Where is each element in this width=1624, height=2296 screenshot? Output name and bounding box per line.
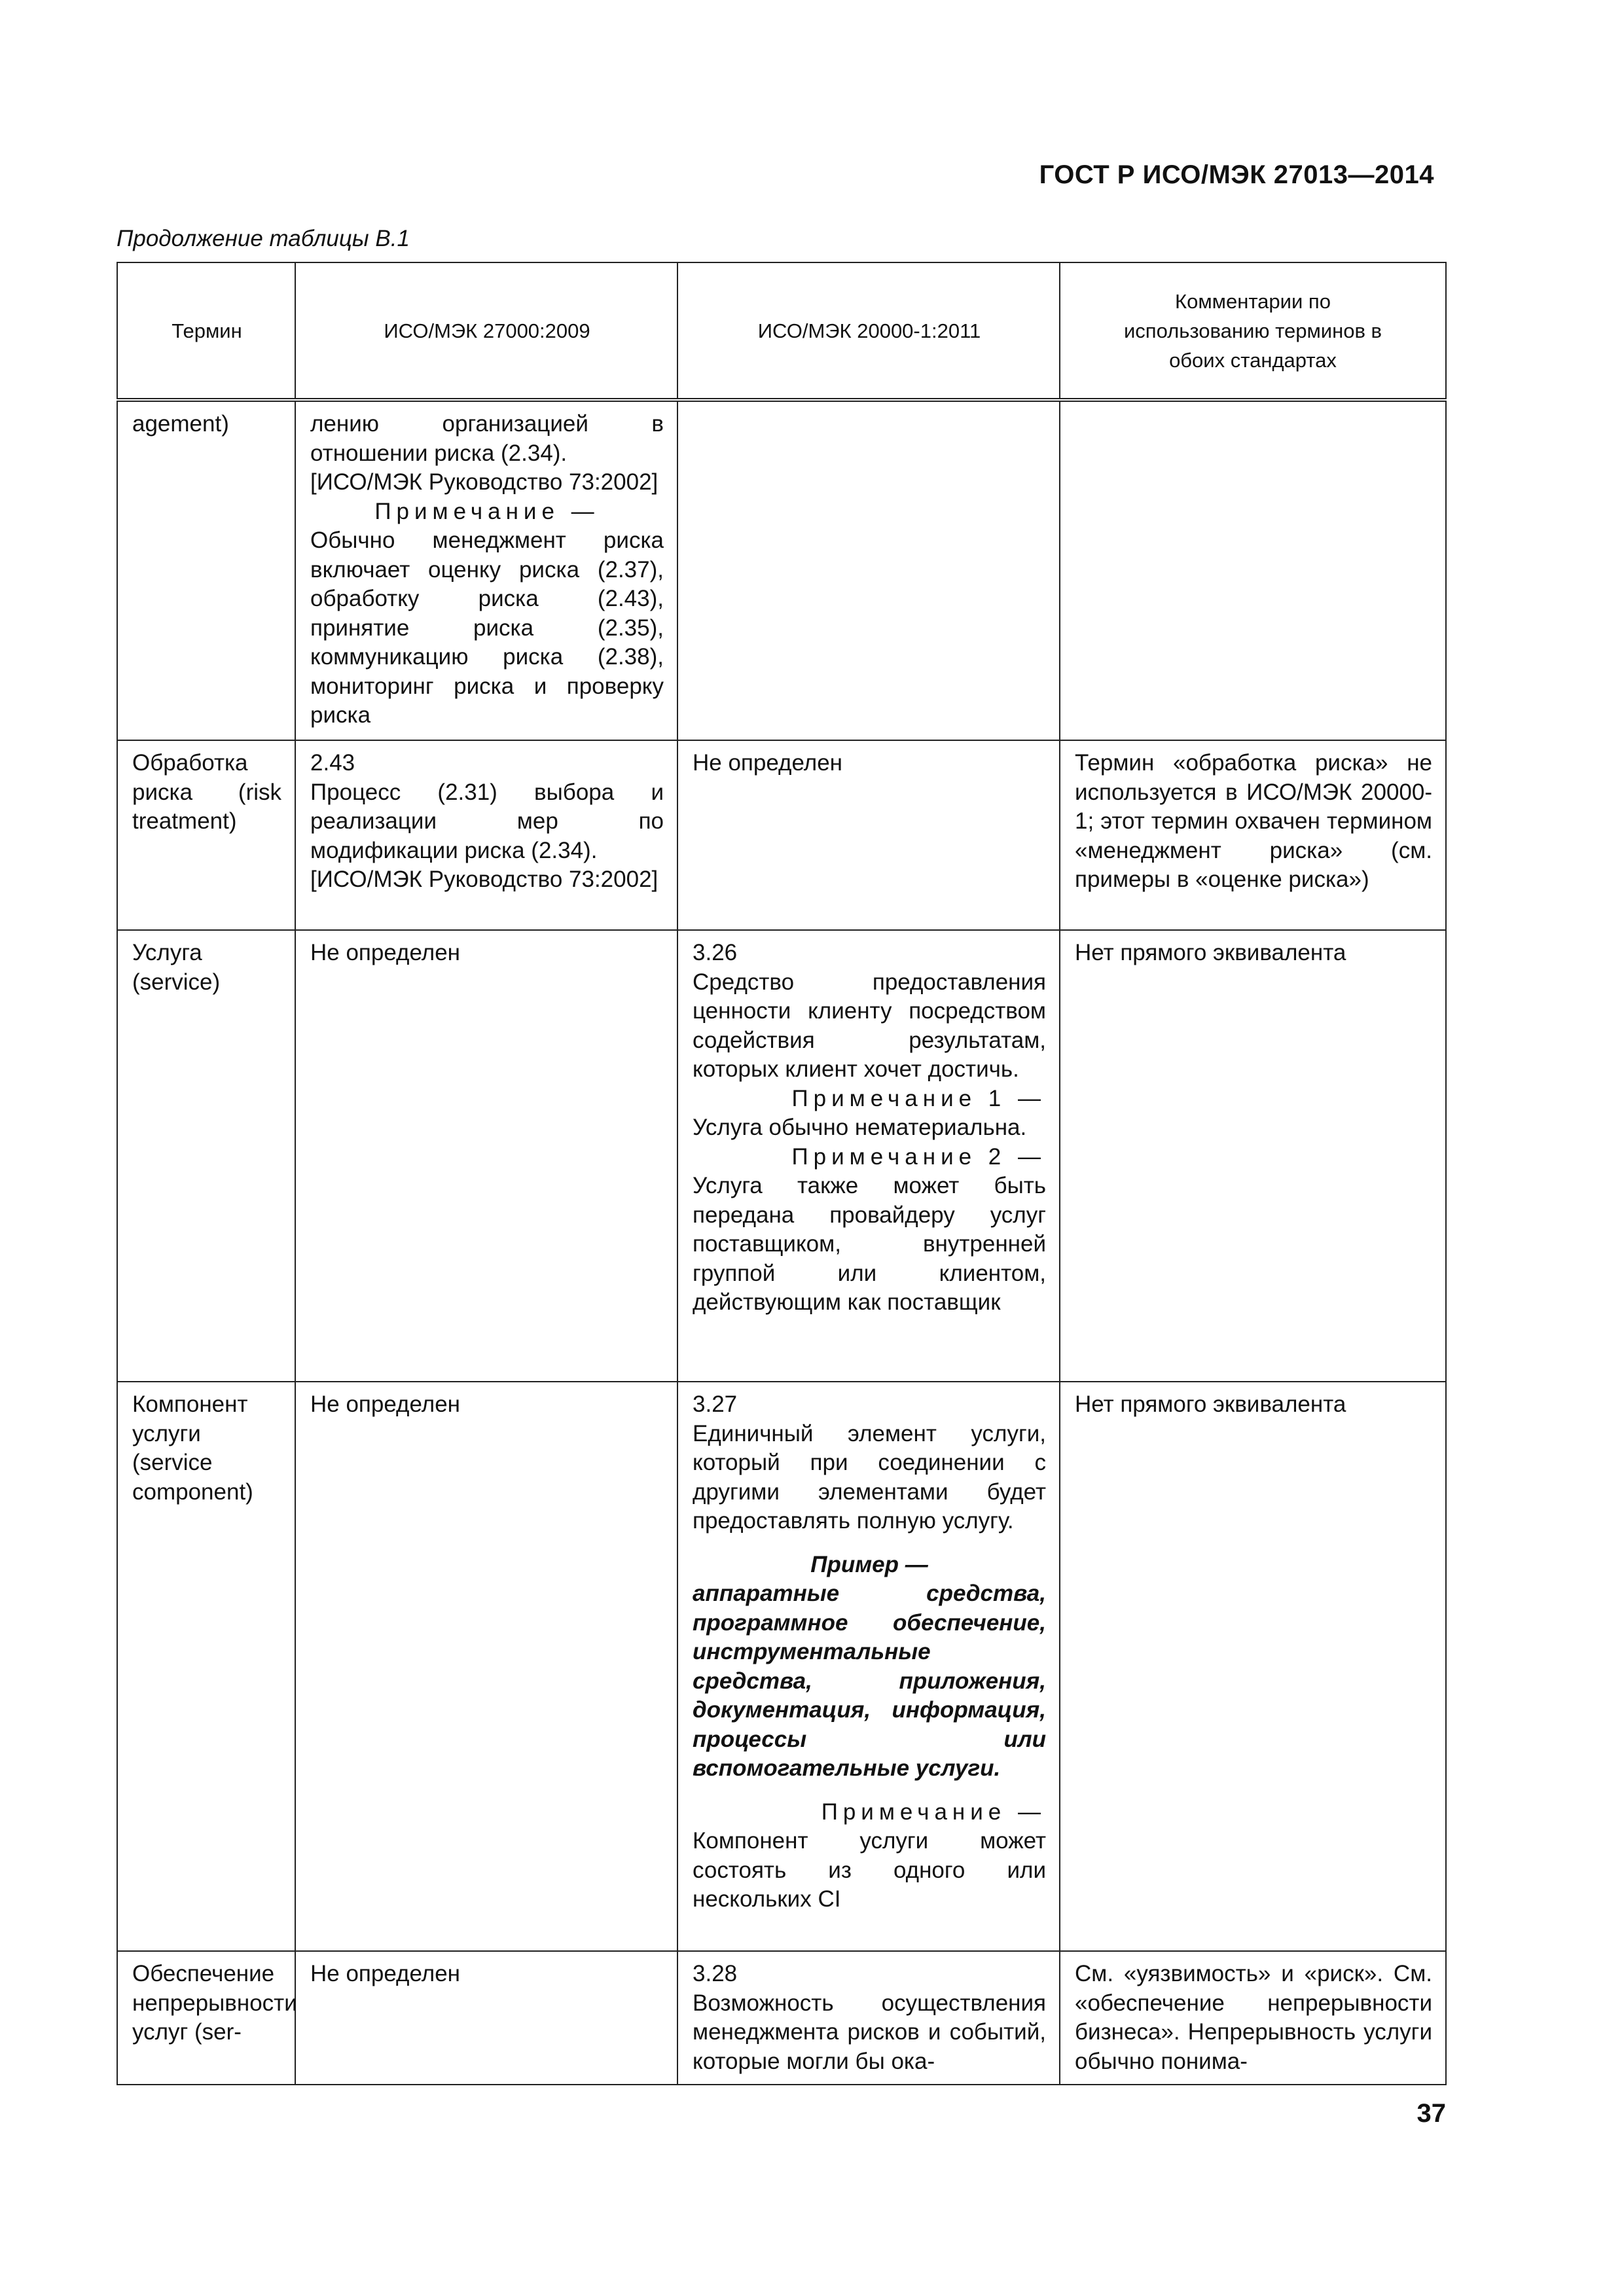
term-cell: Услуга (service) [117,930,295,1382]
note-label: Примечание 1 — [791,1085,1046,1111]
comment-cell [1060,400,1446,740]
term-cell: Обеспечение непрерывности услуг (ser- [117,1951,295,2085]
comment-cell: Термин «обработка риска» не используется в ИСО/МЭК 20000-1; этот термин охвачен термином «менеджмент риска» (см. примеры в «оценке риска») [1060,740,1446,930]
note-label: Примечание — [821,1799,1046,1825]
table-row [117,740,1446,930]
term-cell: Обработка риска (risk treatment) [117,740,295,930]
iso27000-cell: Не определен [295,1951,677,2085]
column-header-iso20000: ИСО/МЭК 20000-1:2011 [677,262,1060,400]
iso20000-cell: Не определен [677,740,1060,930]
table-caption: Продолжение таблицы В.1 [117,226,410,251]
example-text: аппаратные средства, программное обеспечение, инструментальные средства, приложения, документация, информация, процессы или вспомогательные услуги. [693,1581,1046,1781]
iso27000-cell: лению организацией в отношении риска (2.34). [ИСО/МЭК Руководство 73:2002] Примечание — Обычно менеджмент риска включает оценку риска (2.37), обработку риска (2.43), принятие риска (2.35), коммуникацию риска (2.38), мониторинг риска и проверку риска [295,400,677,740]
document-code: ГОСТ Р ИСО/МЭК 27013—2014 [1039,160,1434,189]
iso20000-cell [677,400,1060,740]
page-number: 37 [1416,2099,1446,2128]
iso27000-cell: 2.43 Процесс (2.31) выбора и реализации мер по модификации риска (2.34). [ИСО/МЭК Руководство 73:2002] [295,740,677,930]
comment-cell: См. «уязвимость» и «риск». См. «обеспечение непрерывности бизнеса». Непрерывность услуги обычно понима- [1060,1951,1446,2085]
comment-cell: Нет прямого эквивалента [1060,1382,1446,1951]
table-row [117,400,1446,740]
iso20000-cell: 3.27 Единичный элемент услуги, который при соединении с другими элементами будет предоставлять полную услугу. Пример — аппаратные средства, программное обеспечение, инструментальные средства, приложения, документация, информация, процессы или вспомогательные услуги. Примечание — Компонент услуги может состоять из одного или нескольких CI [677,1382,1060,1951]
table-row [117,1951,1446,2085]
note-label: Примечание — [374,498,600,524]
comment-cell: Нет прямого эквивалента [1060,930,1446,1382]
term-cell: Компонент услуги (service component) [117,1382,295,1951]
table-header-row [117,262,1446,400]
iso27000-cell: Не определен [295,1382,677,1951]
table-row [117,1382,1446,1951]
column-header-iso27000: ИСО/МЭК 27000:2009 [295,262,677,400]
column-header-term: Термин [117,262,295,400]
iso20000-cell: 3.28 Возможность осуществления менеджмента рисков и событий, которые могли бы ока- [677,1951,1060,2085]
note-label: Примечание 2 — [791,1143,1046,1170]
table-row [117,930,1446,1382]
iso20000-cell: 3.26 Средство предоставления ценности клиенту посредством содействия результатам, которых клиент хочет достичь. Примечание 1 — Услуга обычно нематериальна. Примечание 2 — Услуга также может быть передана провайдеру услуг поставщиком, внутренней группой или клиентом, действующим как поставщик [677,930,1060,1382]
example-label: Пример — [810,1551,928,1577]
column-header-comments: Комментарии по использованию терминов в обоих стандартах [1060,262,1446,400]
term-cell: agement) [117,400,295,740]
terms-comparison-table [117,262,1447,2085]
iso27000-cell: Не определен [295,930,677,1382]
